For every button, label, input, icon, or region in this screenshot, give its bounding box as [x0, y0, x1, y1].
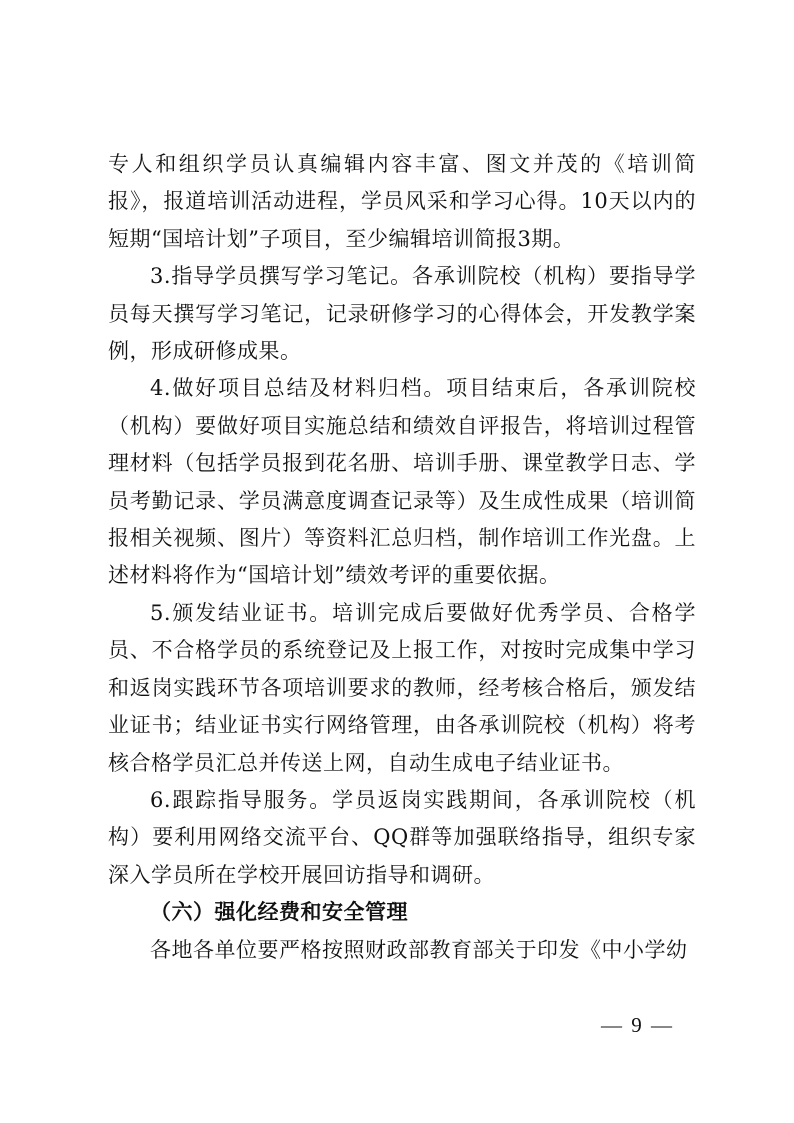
paragraph-item-6: 6.跟踪指导服务。学员返岗实践期间，各承训院校（机构）要利用网络交流平台、QQ群等加强联络指导，组织专家深入学员所在学校开展回访指导和调研。	[108, 787, 696, 887]
paragraph-item-5: 5.颁发结业证书。培训完成后要做好优秀学员、合格学员、不合格学员的系统登记及上报工作，对按时完成集中学习和返岗实践环节各项培训要求的教师，经考核合格后，颁发结业证书；结业证书实行网络管理，由各承训院校（机构）将考核合格学员汇总并传送上网，自动生成电子结业证书。	[108, 600, 696, 775]
document-body	[108, 146, 696, 969]
section-heading: （六）强化经费和安全管理	[150, 900, 408, 925]
paragraph-continuation: 专人和组织学员认真编辑内容丰富、图文并茂的《培训简报》，报道培训活动进程，学员风采和学习心得。10天以内的短期“国培计划”子项目，至少编辑培训简报3期。	[108, 152, 696, 251]
paragraph-item-4: 4.做好项目总结及材料归档。项目结束后，各承训院校（机构）要做好项目实施总结和绩效自评报告，将培训过程管理材料（包括学员报到花名册、培训手册、课堂教学日志、学员考勤记录、学员满意度调查记录等）及生成性成果（培训简报相关视频、图片）等资料汇总归档，制作培训工作光盘。上述材料将作为“国培计划”绩效考评的重要依据。	[108, 376, 696, 588]
page-number: — 9 —	[601, 1013, 674, 1037]
paragraph-section-start: 各地各单位要严格按照财政部教育部关于印发《中小学幼	[150, 937, 688, 962]
paragraph-item-3: 3.指导学员撰写学习笔记。各承训院校（机构）要指导学员每天撰写学习笔记，记录研修学习的心得体会，开发教学案例，形成研修成果。	[108, 264, 696, 364]
